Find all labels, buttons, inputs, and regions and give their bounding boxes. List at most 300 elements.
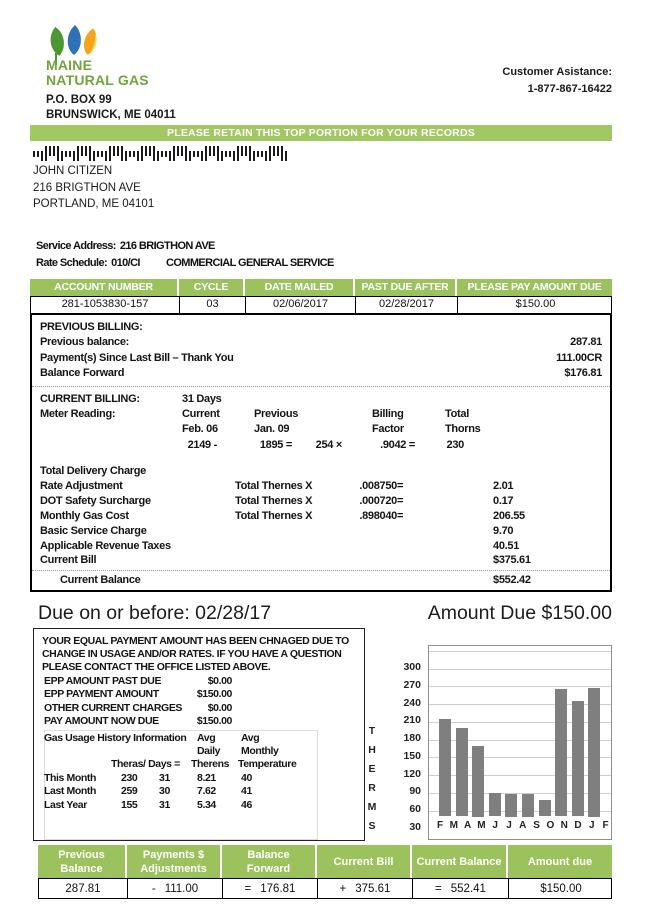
summary-operator: = xyxy=(244,882,252,895)
y-axis-tick-label: 240 xyxy=(403,696,421,709)
charge-factor: .898040 xyxy=(359,509,397,522)
barcode-bar xyxy=(185,146,187,161)
barcode-bar xyxy=(37,151,39,157)
usage-row-value: 155 xyxy=(121,799,138,811)
summary-header-cell xyxy=(412,845,508,878)
avg-daily-header-1: Avg xyxy=(197,731,216,744)
barcode-bar xyxy=(197,151,199,157)
y-axis-label-letter: E xyxy=(368,763,376,775)
charge-amount: 206.55 xyxy=(493,509,525,522)
recipient-name: JOHN CITIZEN xyxy=(33,165,113,177)
meter-column-subheader: Factor xyxy=(372,423,404,436)
barcode-bar xyxy=(145,146,147,156)
y-axis-tick-label: 90 xyxy=(409,785,421,798)
chart-bar xyxy=(572,701,584,816)
y-axis-label-letter: T xyxy=(368,725,376,737)
brand-name-line1: MAINE xyxy=(46,57,93,73)
chart-y-axis-ticks xyxy=(381,645,421,840)
summary-value: $150.00 xyxy=(540,882,582,895)
rate-schedule-line xyxy=(36,255,456,272)
x-axis-month-label: S xyxy=(533,820,540,831)
barcode-bar xyxy=(225,151,227,157)
barcode-bar xyxy=(141,146,143,161)
summary-value: 176.81 xyxy=(260,882,296,895)
epp-message-box xyxy=(33,628,365,841)
meter-column-header: Previous xyxy=(254,407,299,420)
x-axis-month-label: M xyxy=(477,820,486,831)
barcode-bar xyxy=(81,146,83,156)
summary-header-cell xyxy=(317,845,412,878)
summary-header-line: Adjustments xyxy=(140,862,207,875)
account-table-header-cell: ACCOUNT NUMBER xyxy=(30,279,179,296)
billing-detail-box xyxy=(30,313,612,592)
charge-row xyxy=(40,524,602,539)
summary-header-line: Payments $ xyxy=(142,848,205,861)
x-axis-month-label: J xyxy=(506,820,512,831)
meter-reading-value: 254 × xyxy=(315,438,342,451)
x-axis-month-label: D xyxy=(574,820,582,831)
summary-value-cell xyxy=(223,879,318,898)
summary-table-data-row xyxy=(38,878,612,899)
charge-equals: = xyxy=(397,480,404,493)
charge-amount: $375.61 xyxy=(493,554,531,567)
account-table-data-row xyxy=(30,296,612,314)
billing-row-label: Balance Forward xyxy=(40,367,125,380)
billing-row-amount: $176.81 xyxy=(564,367,602,380)
spacer-cell xyxy=(347,573,397,588)
billing-row-amount: 287.81 xyxy=(570,336,602,349)
barcode-bar xyxy=(129,151,131,157)
y-axis-label-letter: M xyxy=(367,801,377,813)
service-address-label: Service Address: xyxy=(36,240,116,252)
barcode-bar xyxy=(229,151,231,157)
summary-operator: = xyxy=(435,882,442,895)
charge-equals xyxy=(397,524,425,539)
summary-header-line: Previous xyxy=(58,848,105,861)
previous-billing-row xyxy=(40,351,602,366)
charge-label: Monthly Gas Cost xyxy=(40,509,129,522)
customer-assistance-label: Customer Asistance: xyxy=(502,66,612,78)
barcode-bar xyxy=(105,151,107,161)
charge-label: DOT Safety Surcharge xyxy=(40,494,151,507)
x-axis-month-label: N xyxy=(560,820,568,831)
amount-due-text: Amount Due $150.00 xyxy=(427,602,612,624)
charge-amount: 9.70 xyxy=(493,524,514,537)
summary-value: 375.61 xyxy=(355,882,391,895)
charge-equals: = xyxy=(397,509,404,522)
chart-bar xyxy=(456,728,468,817)
billing-row-amount: 111.00CR xyxy=(556,351,602,364)
barcode-bar xyxy=(57,146,59,161)
account-table-header-row xyxy=(30,279,612,296)
current-balance-row xyxy=(40,573,602,588)
summary-operator: + xyxy=(339,882,347,895)
usage-row-value: 31 xyxy=(159,771,170,784)
service-address-value: 216 BRIGTHON AVE xyxy=(119,240,215,252)
charge-label: Current Bill xyxy=(40,554,97,567)
theras-days-header: Theras/ Days = xyxy=(111,757,180,770)
summary-header-cell xyxy=(127,845,222,878)
barcode-bar xyxy=(221,151,223,161)
current-balance-amount: $552.42 xyxy=(493,574,531,587)
barcode-bar xyxy=(41,151,43,161)
barcode-bar xyxy=(161,151,163,157)
brand-po-box: P.O. BOX 99 xyxy=(46,94,112,106)
barcode-bar xyxy=(69,151,71,157)
account-table-header-cell: PLEASE PAY AMOUNT DUE xyxy=(467,281,602,293)
usage-row-label: Last Month xyxy=(44,785,96,798)
epp-row-label: EPP PAYMENT AMOUNT xyxy=(44,688,159,701)
charge-basis xyxy=(235,524,347,539)
chart-gridline xyxy=(429,651,611,652)
barcode-bar xyxy=(121,146,123,161)
barcode-bar xyxy=(213,146,215,156)
y-axis-tick-label: 120 xyxy=(403,767,421,780)
rate-class: COMMERCIAL GENERAL SERVICE xyxy=(166,257,334,269)
barcode-bar xyxy=(169,151,171,161)
charge-equals xyxy=(397,464,425,479)
charge-factor xyxy=(347,464,397,479)
barcode-bar xyxy=(157,151,159,161)
x-axis-month-label: M xyxy=(449,820,458,831)
charge-equals xyxy=(397,539,425,554)
summary-header-line: Balance xyxy=(247,848,290,861)
charge-factor xyxy=(347,524,397,539)
charge-factor xyxy=(347,553,397,568)
barcode-bar xyxy=(189,151,191,161)
usage-row-value: 46 xyxy=(241,799,252,811)
brand-city: BRUNSWICK, ME 04011 xyxy=(46,109,176,121)
meter-reading-label: Meter Reading: xyxy=(40,407,116,420)
chart-y-axis-label xyxy=(366,722,378,836)
epp-amount-rows xyxy=(42,675,364,729)
meter-column-header: Current xyxy=(182,407,220,420)
green-leaf-icon xyxy=(48,26,66,57)
current-balance-label: Current Balance xyxy=(60,574,141,587)
barcode-bar xyxy=(285,151,287,161)
barcode-bar xyxy=(53,146,55,156)
charge-row xyxy=(40,509,602,524)
summary-header-cell xyxy=(38,845,127,878)
barcode-bar xyxy=(117,146,119,156)
customer-assistance-phone: 1-877-867-16422 xyxy=(527,83,612,95)
barcode-bar xyxy=(65,151,67,157)
usage-row-label: This Month xyxy=(44,771,96,784)
meter-reading-value: 2149 - xyxy=(187,438,217,451)
account-table-header-cell: PAST DUE AFTER xyxy=(355,279,457,296)
summary-header-line: Current Balance xyxy=(416,855,502,868)
y-axis-tick-label: 180 xyxy=(403,732,421,744)
x-axis-month-label: F xyxy=(436,820,444,831)
chart-bar xyxy=(522,794,534,817)
charge-label: Applicable Revenue Taxes xyxy=(40,539,171,552)
y-axis-tick-label: 300 xyxy=(403,661,421,673)
y-axis-tick-label: 210 xyxy=(403,714,421,727)
summary-header-cell xyxy=(222,845,317,878)
charge-amount: 2.01 xyxy=(493,480,514,493)
epp-message-line: CHANGE IN USAGE AND/OR RATES. IF YOU HAVE A QUESTION xyxy=(42,648,342,661)
previous-billing-rows xyxy=(40,335,602,381)
barcode-bar xyxy=(217,146,219,161)
barcode-bar xyxy=(97,151,99,157)
summary-header-line: Amount due xyxy=(527,855,593,868)
charge-amount xyxy=(425,464,602,479)
y-axis-tick-label: 30 xyxy=(409,820,421,833)
y-axis-label-letter: H xyxy=(368,744,376,756)
charges-rows xyxy=(40,464,602,568)
charge-factor xyxy=(347,539,397,554)
summary-value: 111.00 xyxy=(164,882,199,895)
meter-reading-subheader-row xyxy=(40,422,602,437)
epp-row-amount: $0.00 xyxy=(207,701,232,714)
spacer-cell xyxy=(397,573,425,588)
usage-row-value: 31 xyxy=(159,799,170,811)
charge-basis: Total Thernes X xyxy=(235,509,313,522)
charge-equals: = xyxy=(397,494,404,507)
usage-row-value: 41 xyxy=(241,785,252,798)
usage-row-value: 8.21 xyxy=(197,771,216,784)
usage-row-value: 5.34 xyxy=(197,799,216,811)
previous-billing-row xyxy=(40,335,602,350)
x-axis-month-label: A xyxy=(519,820,527,831)
billing-row-label: Previous balance: xyxy=(40,336,130,349)
intelligent-mail-barcode xyxy=(33,146,299,161)
barcode-bar xyxy=(165,151,167,157)
chart-bar xyxy=(539,800,551,817)
barcode-bar xyxy=(101,151,103,157)
barcode-bar xyxy=(173,146,175,161)
y-axis-tick-label: 60 xyxy=(409,803,421,816)
avg-monthly-header-1: Avg xyxy=(241,731,260,744)
epp-row xyxy=(42,715,364,729)
charge-row xyxy=(40,464,602,479)
barcode-bar xyxy=(193,151,195,157)
chart-bar xyxy=(472,746,484,817)
meter-reading-value: 1895 = xyxy=(259,438,292,451)
barcode-bar xyxy=(149,146,151,156)
gas-usage-history-area xyxy=(42,731,364,843)
epp-row xyxy=(42,702,364,716)
barcode-bar xyxy=(89,146,91,161)
spacer xyxy=(40,453,602,464)
barcode-bar xyxy=(181,146,183,156)
summary-value-cell xyxy=(39,879,128,898)
barcode-bar xyxy=(273,146,275,156)
charge-amount: 0.17 xyxy=(493,494,514,507)
barcode-bar xyxy=(125,151,127,161)
barcode-bar xyxy=(233,151,235,161)
barcode-bar xyxy=(109,146,111,161)
previous-billing-title: PREVIOUS BILLING: xyxy=(40,321,143,333)
billing-row-label: Payment(s) Since Last Bill – Thank You xyxy=(40,351,234,364)
barcode-bar xyxy=(201,151,203,161)
barcode-bar xyxy=(73,151,75,161)
current-billing-title: CURRENT BILLING: xyxy=(40,392,140,405)
summary-header-line: Current Bill xyxy=(333,855,394,868)
summary-header-line: Forward xyxy=(246,862,291,875)
barcode-bar xyxy=(277,146,279,156)
therens-header: Therens xyxy=(191,757,230,770)
charge-row xyxy=(40,494,602,509)
brand-block xyxy=(46,58,176,123)
epp-row-amount: $0.00 xyxy=(207,674,232,687)
epp-row xyxy=(42,675,364,689)
barcode-bar xyxy=(245,146,247,156)
meter-reading-header-row xyxy=(40,407,602,422)
barcode-bar xyxy=(137,151,139,161)
summary-value-cell xyxy=(128,879,223,898)
meter-column-header: Billing xyxy=(372,407,404,420)
charge-basis: Total Thernes X xyxy=(235,494,313,507)
brand-name-line2: NATURAL GAS xyxy=(46,72,149,88)
summary-value-cell xyxy=(413,879,509,898)
barcode-bar xyxy=(205,146,207,161)
x-axis-month-label: J xyxy=(589,820,595,831)
usage-row-value: 230 xyxy=(121,771,138,784)
chart-bar xyxy=(588,688,600,817)
previous-billing-row xyxy=(40,366,602,381)
barcode-bar xyxy=(113,146,115,156)
usage-row-label: Last Year xyxy=(44,799,87,811)
meter-column-subheader: Feb. 06 xyxy=(182,423,218,436)
account-table-cell: 02/28/2017 xyxy=(356,297,458,313)
barcode-bar xyxy=(133,151,135,157)
rate-schedule-label: Rate Schedule: xyxy=(36,257,108,269)
meter-column-subheader: Thorns xyxy=(445,423,481,436)
epp-row-label: OTHER CURRENT CHARGES xyxy=(44,701,183,714)
chart-bar xyxy=(489,793,501,817)
barcode-bar xyxy=(237,146,239,161)
barcode-bar xyxy=(253,151,255,161)
epp-message xyxy=(42,635,364,675)
barcode-bar xyxy=(33,151,35,157)
due-date-text: Due on or before: 02/28/17 xyxy=(38,602,272,624)
summary-value-cell xyxy=(509,879,613,898)
barcode-bar xyxy=(257,151,259,157)
charge-basis xyxy=(235,539,347,554)
epp-message-line: YOUR EQUAL PAYMENT AMOUNT HAS BEEN CHNAGED DUE TO xyxy=(42,635,349,647)
y-axis-label-letter: S xyxy=(368,820,376,832)
charge-amount: 40.51 xyxy=(493,539,520,552)
brand-address xyxy=(46,93,176,123)
account-table-cell: 281-1053830-157 xyxy=(31,297,180,313)
epp-row xyxy=(42,688,364,702)
x-axis-month-label: A xyxy=(463,820,472,831)
barcode-bar xyxy=(209,146,211,156)
blue-drop-icon xyxy=(68,25,81,55)
temperature-header: Temperature xyxy=(238,757,297,770)
account-table-header-cell: CYCLE xyxy=(179,279,245,296)
barcode-bar xyxy=(261,151,263,157)
barcode-bar xyxy=(249,146,251,161)
meter-reading-value: .9042 = xyxy=(380,438,415,451)
y-axis-tick-label: 150 xyxy=(403,749,421,762)
barcode-bar xyxy=(85,146,87,156)
usage-row-value: 40 xyxy=(241,771,252,784)
dotted-divider xyxy=(32,570,610,571)
summary-table-header-row xyxy=(38,845,612,878)
meter-column-subheader: Jan. 09 xyxy=(254,423,290,436)
chart-gridline xyxy=(429,686,611,687)
chart-gridline xyxy=(429,669,611,670)
charge-label: Total Delivery Charge xyxy=(40,465,146,478)
usage-row-value: 259 xyxy=(121,785,138,798)
chart-bar xyxy=(505,794,517,817)
rate-schedule-value: 010/CI xyxy=(111,257,140,269)
barcode-bar xyxy=(241,146,243,156)
recipient-address-line1: 216 BRIGTHON AVE xyxy=(33,181,141,194)
retain-portion-banner: PLEASE RETAIN THIS TOP PORTION FOR YOUR RECORDS xyxy=(30,125,612,141)
charge-factor: .000720 xyxy=(359,494,397,507)
charge-basis xyxy=(235,553,347,568)
summary-operator: - xyxy=(151,882,156,895)
account-table-cell: 03 xyxy=(180,297,246,313)
bottom-summary-table xyxy=(38,845,612,899)
summary-value: 287.81 xyxy=(65,882,101,895)
barcode-bar xyxy=(61,151,63,161)
barcode-bar xyxy=(93,151,95,161)
barcode-bar xyxy=(77,146,79,161)
current-billing-title-row xyxy=(40,392,602,407)
meter-column-header: Total xyxy=(445,407,469,420)
account-table-header-cell: DATE MAILED xyxy=(245,279,355,296)
chart-bar xyxy=(439,719,451,817)
dotted-divider xyxy=(32,386,610,387)
charge-row xyxy=(40,539,602,554)
account-table-cell: 02/06/2017 xyxy=(246,297,356,313)
service-address-line xyxy=(36,238,456,255)
avg-monthly-header-2: Monthly xyxy=(241,744,279,757)
barcode-bar xyxy=(45,146,47,161)
customer-assistance-block xyxy=(502,64,612,98)
charge-row xyxy=(40,553,602,568)
barcode-bar xyxy=(177,146,179,156)
charge-equals xyxy=(397,553,425,568)
usage-history-title: Gas Usage History Information xyxy=(44,731,187,744)
charge-row xyxy=(40,479,602,494)
x-axis-month-label: O xyxy=(546,820,555,831)
charge-label: Basic Service Charge xyxy=(40,524,147,537)
chart-bar xyxy=(555,689,567,816)
current-billing-days: 31 Days xyxy=(182,392,222,405)
charge-label: Rate Adjustment xyxy=(40,480,123,493)
epp-row-label: PAY AMOUNT NOW DUE xyxy=(44,715,159,728)
summary-value-cell xyxy=(318,879,413,898)
barcode-bar xyxy=(269,146,271,161)
epp-row-label: EPP AMOUNT PAST DUE xyxy=(44,674,162,687)
summary-header-line: Balance xyxy=(60,862,103,875)
recipient-address-line2: PORTLAND, ME 04101 xyxy=(33,198,155,210)
x-axis-month-label: F xyxy=(602,820,609,831)
epp-row-amount: $150.00 xyxy=(196,688,232,701)
barcode-bar xyxy=(153,146,155,161)
epp-row-amount: $150.00 xyxy=(196,715,232,728)
barcode-bar xyxy=(265,151,267,161)
charge-factor: .008750 xyxy=(359,480,397,493)
barcode-bar xyxy=(49,146,51,156)
therms-usage-bar-chart xyxy=(428,645,612,840)
usage-row-value: 7.62 xyxy=(197,785,216,798)
service-info-block xyxy=(36,238,456,272)
avg-daily-header-2: Daily xyxy=(197,744,221,757)
account-table-cell: $150.00 xyxy=(515,298,556,310)
summary-value: 552.41 xyxy=(450,882,486,895)
recipient-address-block xyxy=(33,163,154,213)
summary-header-cell xyxy=(508,845,612,878)
meter-reading-values-row xyxy=(40,438,602,453)
epp-message-line: PLEASE CONTACT THE OFFICE LISTED ABOVE. xyxy=(42,661,271,674)
charge-basis: Total Thernes X xyxy=(235,480,313,493)
